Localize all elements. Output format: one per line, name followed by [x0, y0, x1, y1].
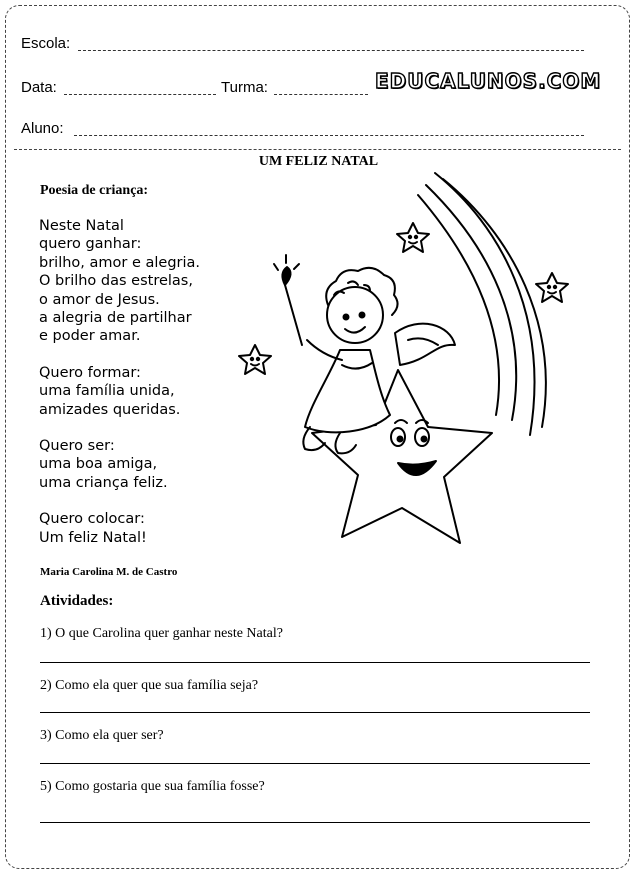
poem-verse: Quero ser: — [39, 438, 115, 455]
poem-verse: brilho, amor e alegria. — [39, 254, 201, 271]
page-title: UM FELIZ NATAL — [258, 154, 379, 169]
poem — [39, 217, 200, 565]
answer-line-2[interactable] — [40, 712, 590, 713]
question-1: 1) O que Carolina quer ganhar neste Natal? — [40, 626, 283, 641]
date-input-line[interactable] — [64, 94, 216, 95]
poem-verse: quero ganhar: — [39, 236, 142, 253]
poem-verse: o amor de Jesus. — [39, 291, 160, 308]
swoosh-icon — [418, 173, 546, 435]
activities-title: Atividades: — [40, 593, 114, 609]
poem-verse: a alegria de partilhar — [39, 310, 192, 327]
class-input-line[interactable] — [274, 94, 368, 95]
poem-verse: Quero formar: — [39, 364, 141, 381]
poem-verse: Um feliz Natal! — [39, 529, 147, 546]
school-field — [21, 35, 70, 53]
date-field — [21, 79, 57, 97]
question-3: 3) Como ela quer ser? — [40, 728, 164, 743]
student-header — [6, 6, 629, 149]
question-4: 5) Como gostaria que sua família fosse? — [40, 779, 265, 794]
small-star-icon — [397, 223, 429, 252]
class-label: Turma: — [221, 79, 268, 96]
small-star-icon — [239, 345, 271, 374]
student-input-line[interactable] — [74, 135, 584, 136]
school-label: Escola: — [21, 35, 71, 52]
date-label: Data: — [21, 79, 57, 96]
answer-line-1[interactable] — [40, 662, 590, 663]
student-field — [21, 120, 64, 138]
poem-verse: uma família unida, — [39, 383, 175, 400]
poem-verse: uma boa amiga, — [39, 456, 158, 473]
header-divider — [14, 149, 621, 150]
poem-verse: Quero colocar: — [39, 511, 145, 528]
student-label: Aluno: — [21, 120, 64, 137]
school-input-line[interactable] — [78, 50, 584, 51]
poem-verse: amizades queridas. — [39, 401, 181, 418]
poem-verse: Neste Natal — [39, 218, 124, 234]
poem-verse: e poder amar. — [39, 328, 141, 345]
answer-line-3[interactable] — [40, 763, 590, 764]
poem-stanza — [39, 364, 200, 419]
answer-line-4[interactable] — [40, 822, 590, 823]
class-field — [221, 79, 268, 97]
angel-on-star-illustration — [230, 165, 590, 565]
question-2: 2) Como ela quer que sua família seja? — [40, 678, 259, 693]
small-star-icon — [536, 273, 568, 302]
poem-stanza — [39, 217, 200, 346]
poem-verse: uma criança feliz. — [39, 474, 168, 491]
poem-stanza — [39, 437, 200, 492]
poem-stanza — [39, 510, 200, 547]
site-logo: EDUCALUNOS.COM — [375, 69, 602, 93]
poem-subtitle: Poesia de criança: — [40, 183, 149, 198]
poem-verse: O brilho das estrelas, — [39, 273, 193, 290]
poem-author: Maria Carolina M. de Castro — [40, 566, 178, 578]
